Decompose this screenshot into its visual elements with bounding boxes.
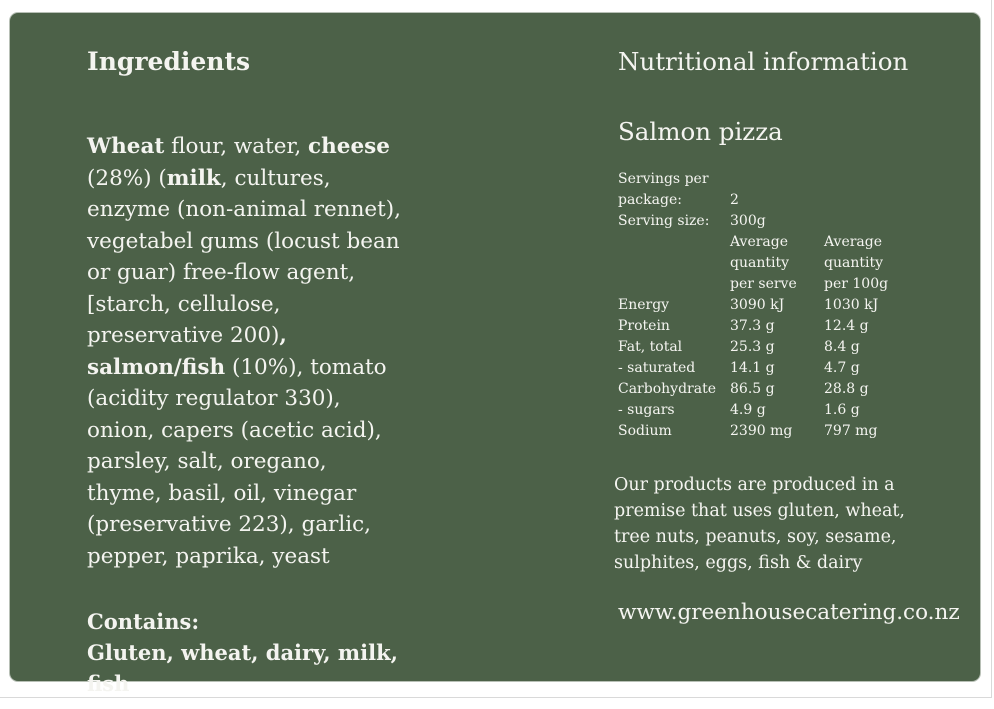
col-header-per-100g-line2: quantity — [824, 255, 883, 271]
nutrient-name: Protein — [618, 318, 670, 334]
ingredients-column — [87, 45, 407, 699]
label-card — [10, 13, 980, 696]
serving-size-label: Serving size: — [618, 213, 710, 229]
nutrient-row — [618, 421, 904, 442]
website-link[interactable]: www.greenhousecatering.co.nz — [618, 600, 960, 625]
col-header-per-serve-line1: Average — [730, 234, 789, 250]
nutrient-per-serve: 3090 kJ — [730, 297, 785, 313]
nutrient-name: Energy — [618, 297, 670, 313]
contains-label: Contains: — [87, 609, 200, 634]
nutrient-per-100g: 12.4 g — [824, 318, 869, 334]
nutrient-per-serve: 37.3 g — [730, 318, 775, 334]
nutrition-heading: Nutritional information — [618, 47, 909, 76]
contains-list: Gluten, wheat, dairy, milk, fish — [87, 640, 398, 696]
nutrient-per-100g: 1.6 g — [824, 402, 860, 418]
nutrient-row — [618, 358, 904, 379]
servings-row — [618, 169, 904, 211]
nutrient-per-100g: 797 mg — [824, 423, 878, 439]
col-header-per-serve-line3: per serve — [730, 276, 797, 292]
col-header-per-serve-line2: quantity — [730, 255, 789, 271]
serving-size-row — [618, 211, 904, 232]
ingredient-allergen: salmon/fish — [87, 354, 226, 380]
nutrient-name: Carbohydrate — [618, 381, 716, 397]
product-name: Salmon pizza — [618, 117, 783, 146]
servings-label — [618, 169, 730, 211]
nutrient-name: - saturated — [618, 360, 696, 376]
ingredient-allergen: milk — [166, 165, 221, 191]
nutrient-name: - sugars — [618, 402, 675, 418]
nutrient-per-serve: 25.3 g — [730, 339, 775, 355]
nutrient-row — [618, 379, 904, 400]
ingredient-allergen: cheese — [308, 134, 390, 159]
allergen-note: Our products are produced in a premise that uses gluten, wheat, tree nuts, peanuts, soy, sesame, sulphites, eggs, fish & dairy — [614, 475, 905, 573]
ingredient-allergen: Wheat — [87, 134, 165, 159]
nutrient-row — [618, 295, 904, 316]
nutrient-per-100g: 28.8 g — [824, 381, 869, 397]
ingredient-allergen: , — [279, 323, 287, 348]
ingredient-text: (28%) ( — [87, 165, 167, 191]
nutrient-per-100g: 1030 kJ — [824, 297, 879, 313]
nutrient-row — [618, 337, 904, 358]
nutrient-per-serve: 14.1 g — [730, 360, 775, 376]
nutrient-row — [618, 316, 904, 337]
nutrition-column — [614, 45, 960, 628]
nutrition-table — [618, 169, 904, 442]
ingredients-list — [87, 131, 407, 572]
ingredient-text: (10%), tomato (acidity regulator 330), onion, capers (acetic acid), parsley, salt, oregano, thyme, basil, oil, vinegar (preservative 223), garlic, pepper, paprika, yeast — [87, 354, 387, 569]
contains-block — [87, 606, 407, 699]
col-header-per-serve — [730, 232, 824, 295]
col-header-per-100g-line3: per 100g — [824, 276, 889, 292]
nutrient-per-100g: 4.7 g — [824, 360, 860, 376]
nutrient-name: Sodium — [618, 423, 672, 439]
nutrient-per-100g: 8.4 g — [824, 339, 860, 355]
ingredient-text: flour, water, — [164, 134, 309, 159]
servings-label-line2: package: — [618, 192, 682, 208]
serving-size-value: 300g — [730, 213, 766, 229]
nutrient-per-serve: 2390 mg — [730, 423, 793, 439]
nutrient-name: Fat, total — [618, 339, 683, 355]
column-header-row — [618, 232, 904, 295]
nutrient-per-serve: 4.9 g — [730, 402, 766, 418]
col-header-per-100g — [824, 232, 904, 295]
ingredient-text: , cultures, enzyme (non-animal rennet), vegetabel gums (locust bean or guar) free-flow agent, [starch, cellulose, preservative 200) — [87, 165, 402, 348]
nutrient-per-serve: 86.5 g — [730, 381, 775, 397]
col-header-per-100g-line1: Average — [824, 234, 883, 250]
ingredients-heading: Ingredients — [87, 47, 251, 76]
servings-label-line1: Servings per — [618, 171, 709, 187]
nutrient-row — [618, 400, 904, 421]
servings-value: 2 — [730, 192, 739, 208]
